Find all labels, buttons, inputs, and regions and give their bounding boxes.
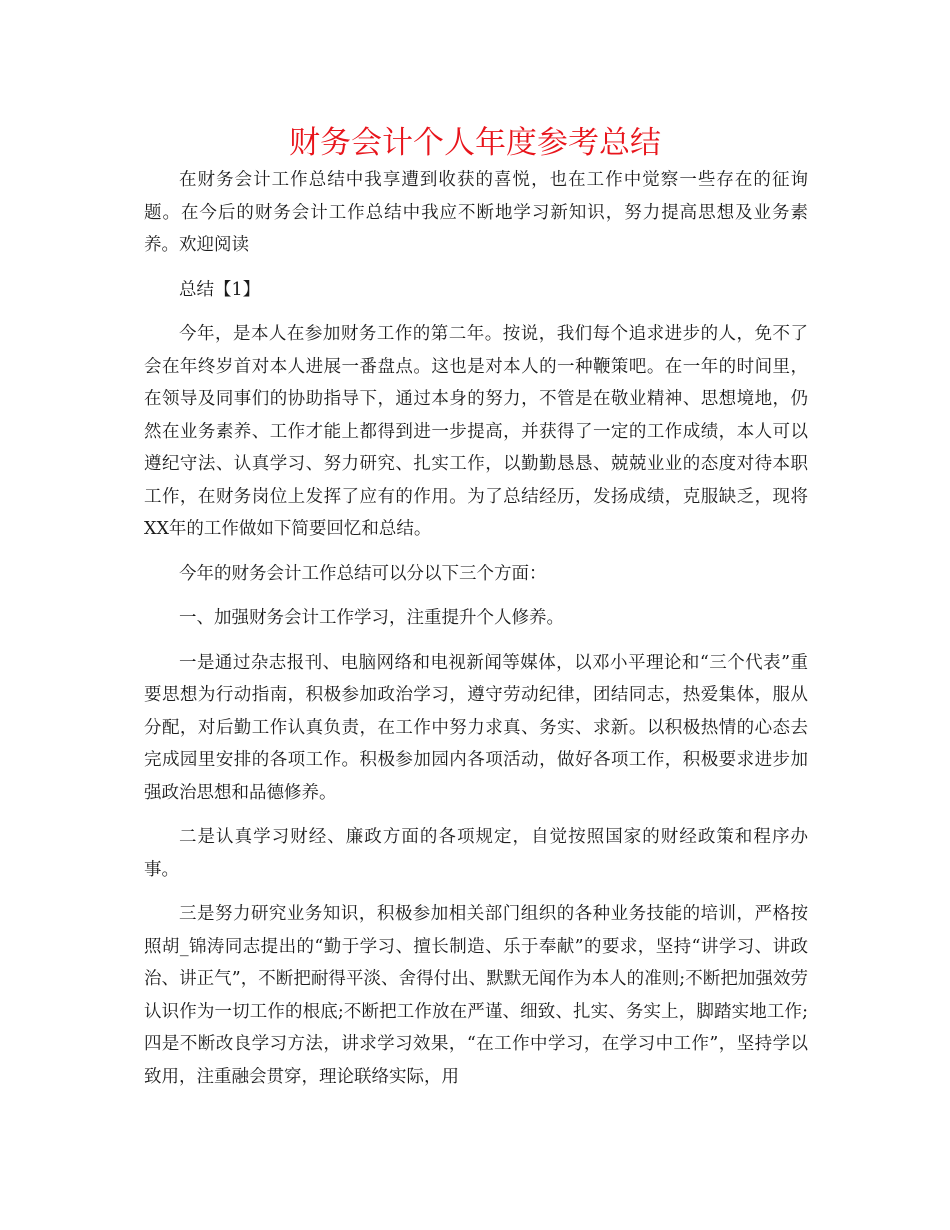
paragraph: 今年的财务会计工作总结可以分以下三个方面： (179, 563, 547, 584)
paragraph: 一是通过杂志报刊、电脑网络和电视新闻等媒体，以邓小平理论和“三个代表”重要思想为行动指南，积极参加政治学习，遵守劳动纪律，团结同志，热爱集体，服从分配，对后勤工作认真负责，在工作中努力求真、务实、求新。以积极热情的心态去完成园里安排的各项工作。积极参加园内各项活动，做好各项工作，积极要求进步加强政治思想和品德修养。 (144, 652, 808, 803)
document-title: 财务会计个人年度参考总结 (289, 125, 661, 161)
paragraph: 今年，是本人在参加财务工作的第二年。按说，我们每个追求进步的人，免不了会在年终岁首对本人进展一番盘点。这也是对本人的一种鞭策吧。在一年的时间里，在领导及同事们的协助指导下，通过本身的努力，不管是在敬业精神、思想境地，仍然在业务素养、工作才能上都得到进一步提高，并获得了一定的工作成绩，本人可以遵纪守法、认真学习、努力研究、扎实工作，以勤勤恳恳、兢兢业业的态度对待本职工作，在财务岗位上发挥了应有的作用。为了总结经历，发扬成绩，克服缺乏，现将XX年的工作做如下简要回忆和总结。 (144, 324, 808, 539)
paragraph-intro: 在财务会计工作总结中我享遭到收获的喜悦，也在工作中觉察一些存在的征询题。在今后的财务会计工作总结中我应不断地学习新知识，努力提高思想及业务素养。欢迎阅读 (144, 170, 808, 255)
paragraph: 二是认真学习财经、廉政方面的各项规定，自觉按照国家的财经政策和程序办事。 (144, 827, 808, 880)
section-heading-summary-1: 总结【1】 (179, 279, 261, 300)
paragraph: 三是努力研究业务知识，积极参加相关部门组织的各种业务技能的培训，严格按照胡_锦涛同志提出的“勤于学习、擅长制造、乐于奉献”的要求，坚持“讲学习、讲政治、讲正气”，不断把耐得平淡、舍得付出、默默无闻作为本人的准则;不断把加强效劳认识作为一切工作的根底;不断把工作放在严谨、细致、扎实、务实上，脚踏实地工作;四是不断改良学习方法，讲求学习效果，“在工作中学习，在学习中工作”，坚持学以致用，注重融会贯穿，理论联络实际，用 (144, 904, 808, 1087)
section-heading: 一、加强财务会计工作学习，注重提升个人修养。 (179, 608, 564, 628)
document-body (144, 164, 808, 1093)
